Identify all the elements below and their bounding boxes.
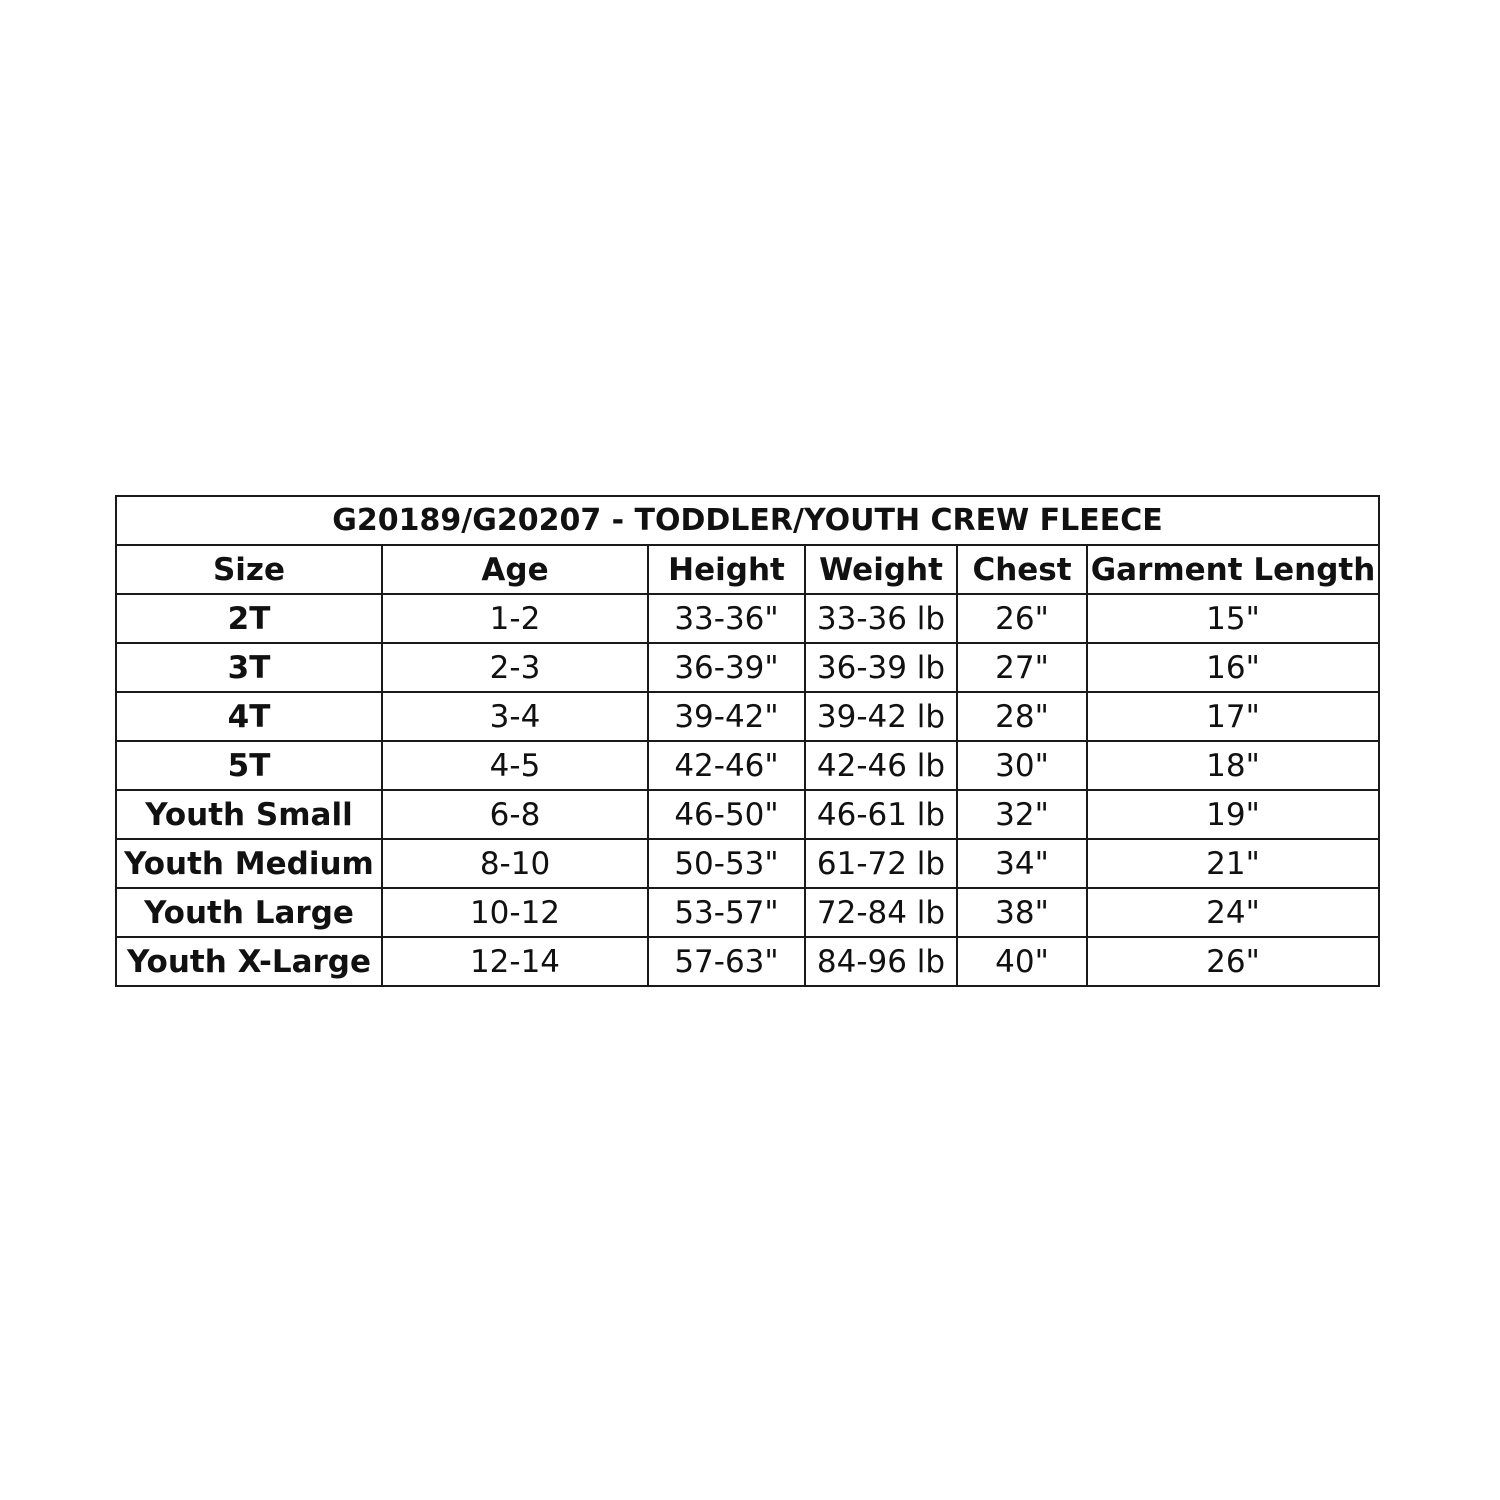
size-cell: 5T bbox=[116, 741, 382, 790]
height-cell: 46-50" bbox=[648, 790, 805, 839]
chest-cell: 30" bbox=[957, 741, 1087, 790]
garment-length-cell: 19" bbox=[1087, 790, 1379, 839]
garment-length-cell: 21" bbox=[1087, 839, 1379, 888]
title-row bbox=[116, 496, 1379, 545]
chest-cell: 27" bbox=[957, 643, 1087, 692]
weight-cell: 46-61 lb bbox=[805, 790, 957, 839]
weight-cell: 39-42 lb bbox=[805, 692, 957, 741]
table-row bbox=[116, 643, 1379, 692]
table-row bbox=[116, 741, 1379, 790]
size-cell: 2T bbox=[116, 594, 382, 643]
garment-length-cell: 18" bbox=[1087, 741, 1379, 790]
header-size: Size bbox=[116, 545, 382, 594]
age-cell: 12-14 bbox=[382, 937, 648, 986]
header-row bbox=[116, 545, 1379, 594]
garment-length-cell: 16" bbox=[1087, 643, 1379, 692]
height-cell: 50-53" bbox=[648, 839, 805, 888]
size-chart-table bbox=[115, 495, 1380, 987]
age-cell: 8-10 bbox=[382, 839, 648, 888]
age-cell: 1-2 bbox=[382, 594, 648, 643]
header-age: Age bbox=[382, 545, 648, 594]
table-row bbox=[116, 839, 1379, 888]
chest-cell: 28" bbox=[957, 692, 1087, 741]
garment-length-cell: 17" bbox=[1087, 692, 1379, 741]
size-cell: 3T bbox=[116, 643, 382, 692]
table-title: G20189/G20207 - TODDLER/YOUTH CREW FLEECE bbox=[116, 496, 1379, 545]
chest-cell: 26" bbox=[957, 594, 1087, 643]
size-cell: Youth Large bbox=[116, 888, 382, 937]
chest-cell: 34" bbox=[957, 839, 1087, 888]
table-row bbox=[116, 937, 1379, 986]
age-cell: 3-4 bbox=[382, 692, 648, 741]
weight-cell: 33-36 lb bbox=[805, 594, 957, 643]
weight-cell: 84-96 lb bbox=[805, 937, 957, 986]
table-row bbox=[116, 888, 1379, 937]
height-cell: 57-63" bbox=[648, 937, 805, 986]
age-cell: 10-12 bbox=[382, 888, 648, 937]
age-cell: 6-8 bbox=[382, 790, 648, 839]
header-height: Height bbox=[648, 545, 805, 594]
garment-length-cell: 15" bbox=[1087, 594, 1379, 643]
size-cell: Youth Medium bbox=[116, 839, 382, 888]
table-row bbox=[116, 594, 1379, 643]
age-cell: 4-5 bbox=[382, 741, 648, 790]
size-cell: 4T bbox=[116, 692, 382, 741]
chest-cell: 40" bbox=[957, 937, 1087, 986]
height-cell: 39-42" bbox=[648, 692, 805, 741]
height-cell: 53-57" bbox=[648, 888, 805, 937]
height-cell: 36-39" bbox=[648, 643, 805, 692]
weight-cell: 42-46 lb bbox=[805, 741, 957, 790]
header-weight: Weight bbox=[805, 545, 957, 594]
garment-length-cell: 26" bbox=[1087, 937, 1379, 986]
age-cell: 2-3 bbox=[382, 643, 648, 692]
table-row bbox=[116, 692, 1379, 741]
chest-cell: 32" bbox=[957, 790, 1087, 839]
size-cell: Youth X-Large bbox=[116, 937, 382, 986]
height-cell: 33-36" bbox=[648, 594, 805, 643]
size-cell: Youth Small bbox=[116, 790, 382, 839]
weight-cell: 72-84 lb bbox=[805, 888, 957, 937]
garment-length-cell: 24" bbox=[1087, 888, 1379, 937]
height-cell: 42-46" bbox=[648, 741, 805, 790]
weight-cell: 36-39 lb bbox=[805, 643, 957, 692]
table-row bbox=[116, 790, 1379, 839]
header-chest: Chest bbox=[957, 545, 1087, 594]
header-garment-length: Garment Length bbox=[1087, 545, 1379, 594]
chest-cell: 38" bbox=[957, 888, 1087, 937]
weight-cell: 61-72 lb bbox=[805, 839, 957, 888]
